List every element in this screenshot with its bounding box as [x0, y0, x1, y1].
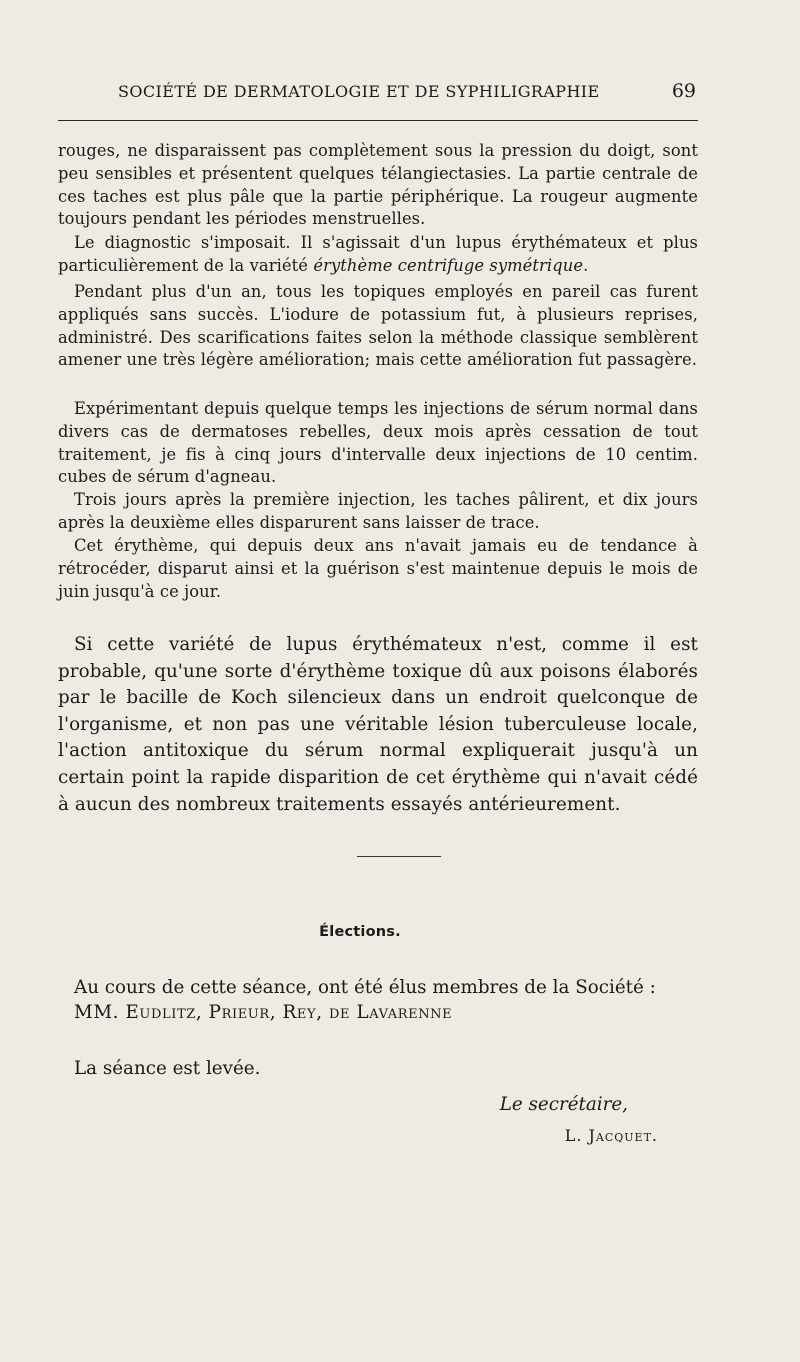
paragraph-3: Pendant plus d'un an, tous les topiques employés en pareil cas furent appliqués sans succès. L'iodure de potassium fut, à plusieurs reprises, administré. Des scarifications faites selon la méthode classique semblèrent amener une très légère amélioration; mais cette amélioration fut passagère.	[58, 282, 698, 370]
paragraph-4: Expérimentant depuis quelque temps les injections de sérum normal dans divers cas de dermatoses rebelles, deux mois après cessation de tout traitement, je fis à cinq jours d'intervalle deux injections de 10 centim. cubes de sérum d'agneau.	[58, 399, 698, 487]
elected-members: MM. Eudlitz, Prieur, Rey, de Lavarenne	[74, 1002, 453, 1023]
elections-line-1: Au cours de cette séance, ont été élus membres de la Société :	[74, 977, 656, 998]
paragraph-2-end: .	[583, 255, 589, 275]
paragraph-2-emphasis: érythème centrifuge symétrique	[313, 255, 584, 275]
closing-line: La séance est levée.	[74, 1058, 261, 1079]
header-rule	[58, 120, 698, 121]
page-header	[72, 82, 698, 106]
paragraph-6: Cet érythème, qui depuis deux ans n'avait jamais eu de tendance à rétrocéder, disparut ainsi et la guérison s'est maintenue depuis le mois de juin jusqu'à ce jour.	[58, 536, 698, 601]
section-divider	[357, 856, 441, 857]
signature-name: L. Jacquet.	[564, 1126, 658, 1145]
page-number: 69	[671, 80, 696, 102]
elections-heading: Élections.	[319, 924, 401, 940]
paragraph-2	[58, 232, 698, 278]
paragraph-2-text: Le diagnostic s'imposait. Il s'agissait d'un lupus érythémateux et plus particulièrement de la variété	[58, 233, 698, 275]
signature-role: Le secrétaire,	[499, 1094, 628, 1115]
paragraph-7: Si cette variété de lupus érythémateux n'est, comme il est probable, qu'une sorte d'érythème toxique dû aux poisons élaborés par le bacille de Koch silencieux dans un endroit quelconque de l'organisme, et non pas une véritable lésion tuberculeuse locale, l'action antitoxique du sérum normal expliquerait jusqu'à un certain point la rapide disparition de cet érythème qui n'avait cédé à aucun des nombreux traitements essayés antérieurement.	[58, 634, 698, 815]
running-title: SOCIÉTÉ DE DERMATOLOGIE ET DE SYPHILIGRAPHIE	[118, 82, 600, 101]
paragraph-1: rouges, ne disparaissent pas complètement sous la pression du doigt, sont peu sensibles et présentent quelques télangiectasies. La partie centrale de ces taches est plus pâle que la partie périphérique. La rougeur augmente toujours pendant les périodes menstruelles.	[58, 141, 698, 229]
paragraph-5: Trois jours après la première injection, les taches pâlirent, et dix jours après la deuxième elles disparurent sans laisser de trace.	[58, 490, 698, 532]
